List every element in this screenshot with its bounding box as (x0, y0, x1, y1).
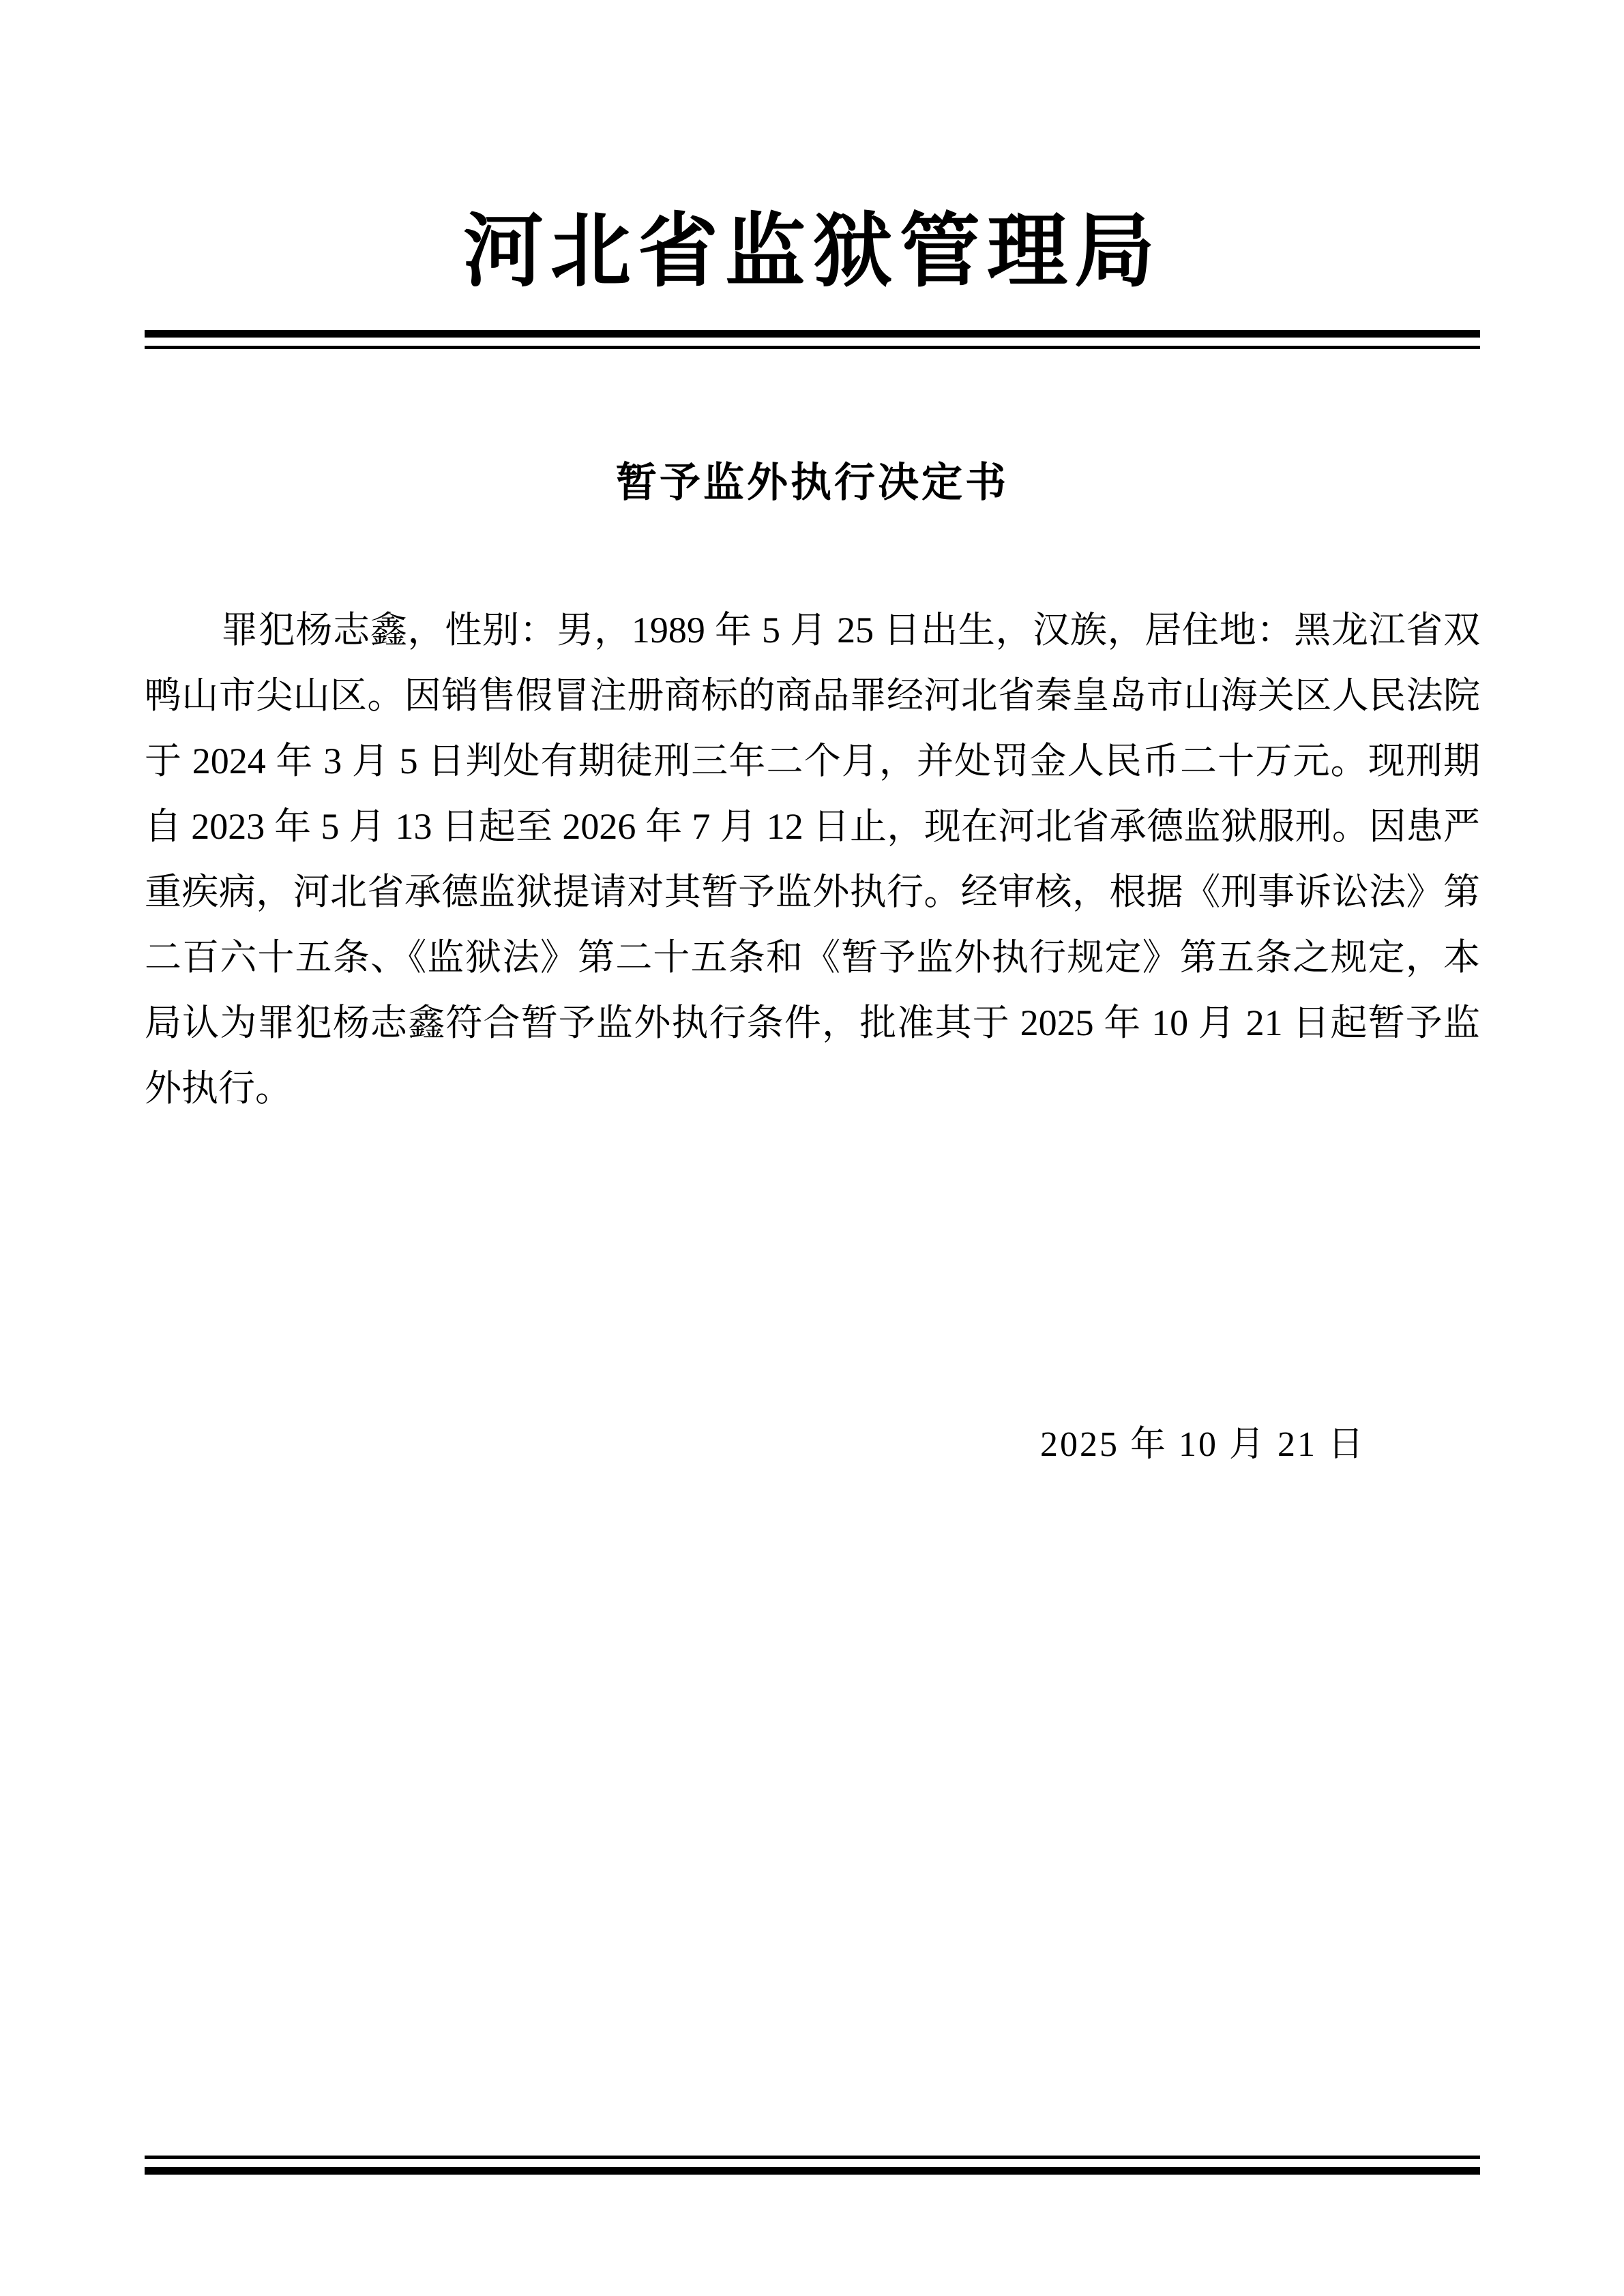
footer-divider (145, 2156, 1480, 2175)
document-date: 2025 年 10 月 21 日 (1039, 1425, 1365, 1464)
footer-spacer (145, 2159, 1480, 2167)
organization-title: 河北省监狱管理局 (462, 203, 1162, 298)
divider-spacer (145, 338, 1480, 346)
document-content (145, 0, 1480, 2296)
footer-thick-line (145, 2167, 1480, 2175)
header-divider (145, 330, 1480, 349)
divider-thick-line (145, 330, 1480, 338)
divider-thin-line (145, 346, 1480, 349)
document-title: 暂予监外执行决定书 (616, 458, 1009, 507)
document-body-paragraph: 罪犯杨志鑫，性别：男，1989 年 5 月 25 日出生，汉族，居住地：黑龙江省双鸭山市尖山区。因销售假冒注册商标的商品罪经河北省秦皇岛市山海关区人民法院于 2024 年 3 月 5 日判处有期徒刑三年二个月，并处罚金人民币二十万元。现刑期自 2023 年 5 月 13 日起至 2026 年 7 月 12 日止，现在河北省承德监狱服刑。因患严重疾病，河北省承德监狱提请对其暂予监外执行。经审核，根据《刑事诉讼法》第二百六十五条、《监狱法》第二十五条和《暂予监外执行规定》第五条之规定，本局认为罪犯杨志鑫符合暂予监外执行条件，批准其于 2025 年 10 月 21 日起暂予监外执行。 (145, 609, 1480, 1109)
